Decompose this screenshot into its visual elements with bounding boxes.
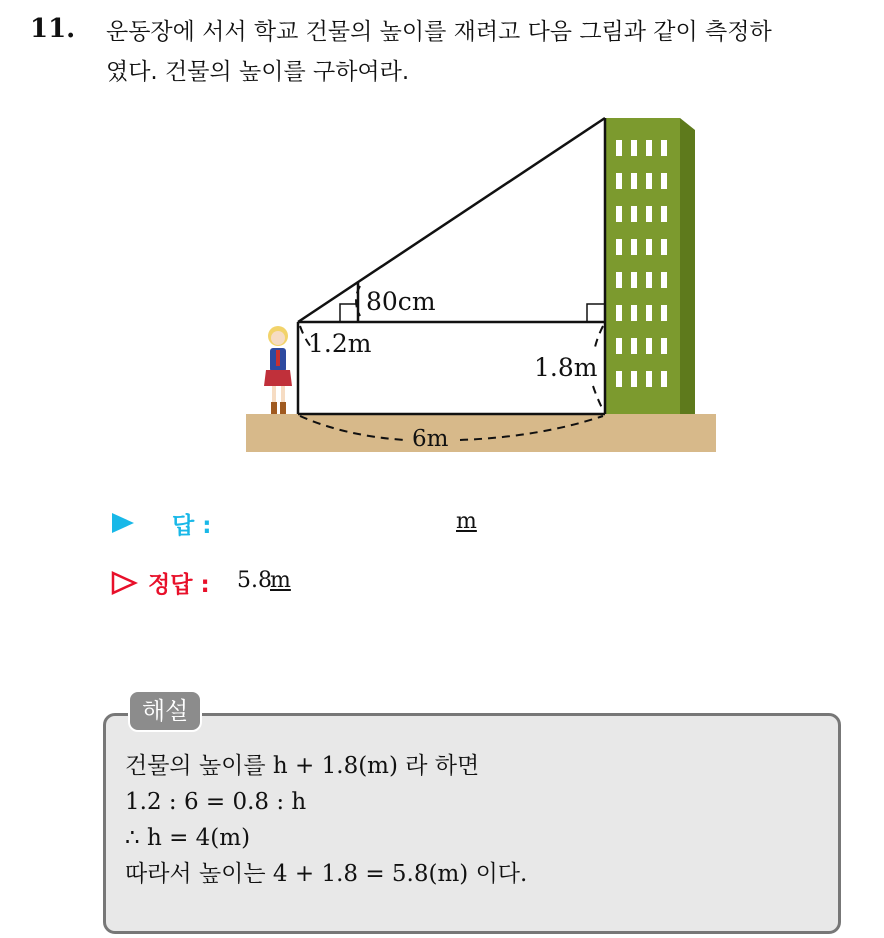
building-window xyxy=(631,173,637,189)
building-window xyxy=(631,140,637,156)
building-window xyxy=(661,305,667,321)
building-window xyxy=(616,239,622,255)
building-window xyxy=(661,338,667,354)
right-angle-mark-small xyxy=(340,304,358,322)
building-window xyxy=(631,206,637,222)
hypotenuse-line xyxy=(298,118,605,322)
answer-label: 답 : xyxy=(172,513,212,539)
building xyxy=(605,118,695,414)
building-window xyxy=(631,239,637,255)
building-window xyxy=(646,371,652,387)
building-window xyxy=(646,206,652,222)
arc-1-8m-lower xyxy=(593,386,603,410)
building-window xyxy=(661,272,667,288)
correct-answer-label: 정답 : xyxy=(148,572,210,598)
building-window xyxy=(646,140,652,156)
solution-line-4: 따라서 높이는 4 + 1.8 = 5.8(m) 이다. xyxy=(125,861,528,887)
label-1-2m: 1.2m xyxy=(308,329,372,358)
building-window xyxy=(616,173,622,189)
building-window xyxy=(646,305,652,321)
correct-answer-unit: m xyxy=(270,568,291,593)
solution-line-3: ∴ h = 4(m) xyxy=(125,825,251,851)
solution-text xyxy=(125,748,825,892)
building-window xyxy=(661,140,667,156)
correct-answer-value: 5.8 xyxy=(237,568,272,593)
building-window xyxy=(616,305,622,321)
building-window xyxy=(631,338,637,354)
solution-tag: 해설 xyxy=(128,690,202,732)
building-window xyxy=(616,371,622,387)
label-1-8m: 1.8m xyxy=(534,353,598,382)
building-side xyxy=(680,118,695,414)
building-front xyxy=(605,118,680,414)
building-window xyxy=(661,206,667,222)
solution-line-2: 1.2 : 6 = 0.8 : h xyxy=(125,789,307,815)
answer-row xyxy=(110,507,510,541)
correct-answer-play-outline-icon xyxy=(110,570,138,596)
building-window xyxy=(646,338,652,354)
correct-answer-row xyxy=(110,566,410,600)
building-window xyxy=(616,206,622,222)
label-6m: 6m xyxy=(412,426,449,452)
ground xyxy=(246,414,716,452)
building-window xyxy=(661,173,667,189)
building-window xyxy=(661,239,667,255)
building-window xyxy=(646,239,652,255)
arc-1-8m-upper xyxy=(594,326,603,352)
building-window xyxy=(646,173,652,189)
building-window xyxy=(631,371,637,387)
answer-play-icon xyxy=(110,511,136,535)
solution-line-1: 건물의 높이를 h + 1.8(m) 라 하면 xyxy=(125,753,480,779)
label-80cm: 80cm xyxy=(366,287,436,316)
question-line-2: 였다. 건물의 높이를 구하여라. xyxy=(106,59,410,85)
building-window xyxy=(616,272,622,288)
right-angle-mark-large xyxy=(587,304,605,322)
question-number: 11. xyxy=(30,14,76,44)
building-window xyxy=(631,272,637,288)
building-window xyxy=(631,305,637,321)
building-window xyxy=(661,371,667,387)
girl-figure xyxy=(264,326,292,414)
building-window xyxy=(616,140,622,156)
question-line-1: 운동장에 서서 학교 건물의 높이를 재려고 다음 그림과 같이 측정하 xyxy=(106,19,772,45)
building-window xyxy=(646,272,652,288)
building-window xyxy=(616,338,622,354)
answer-unit: m xyxy=(456,509,477,534)
